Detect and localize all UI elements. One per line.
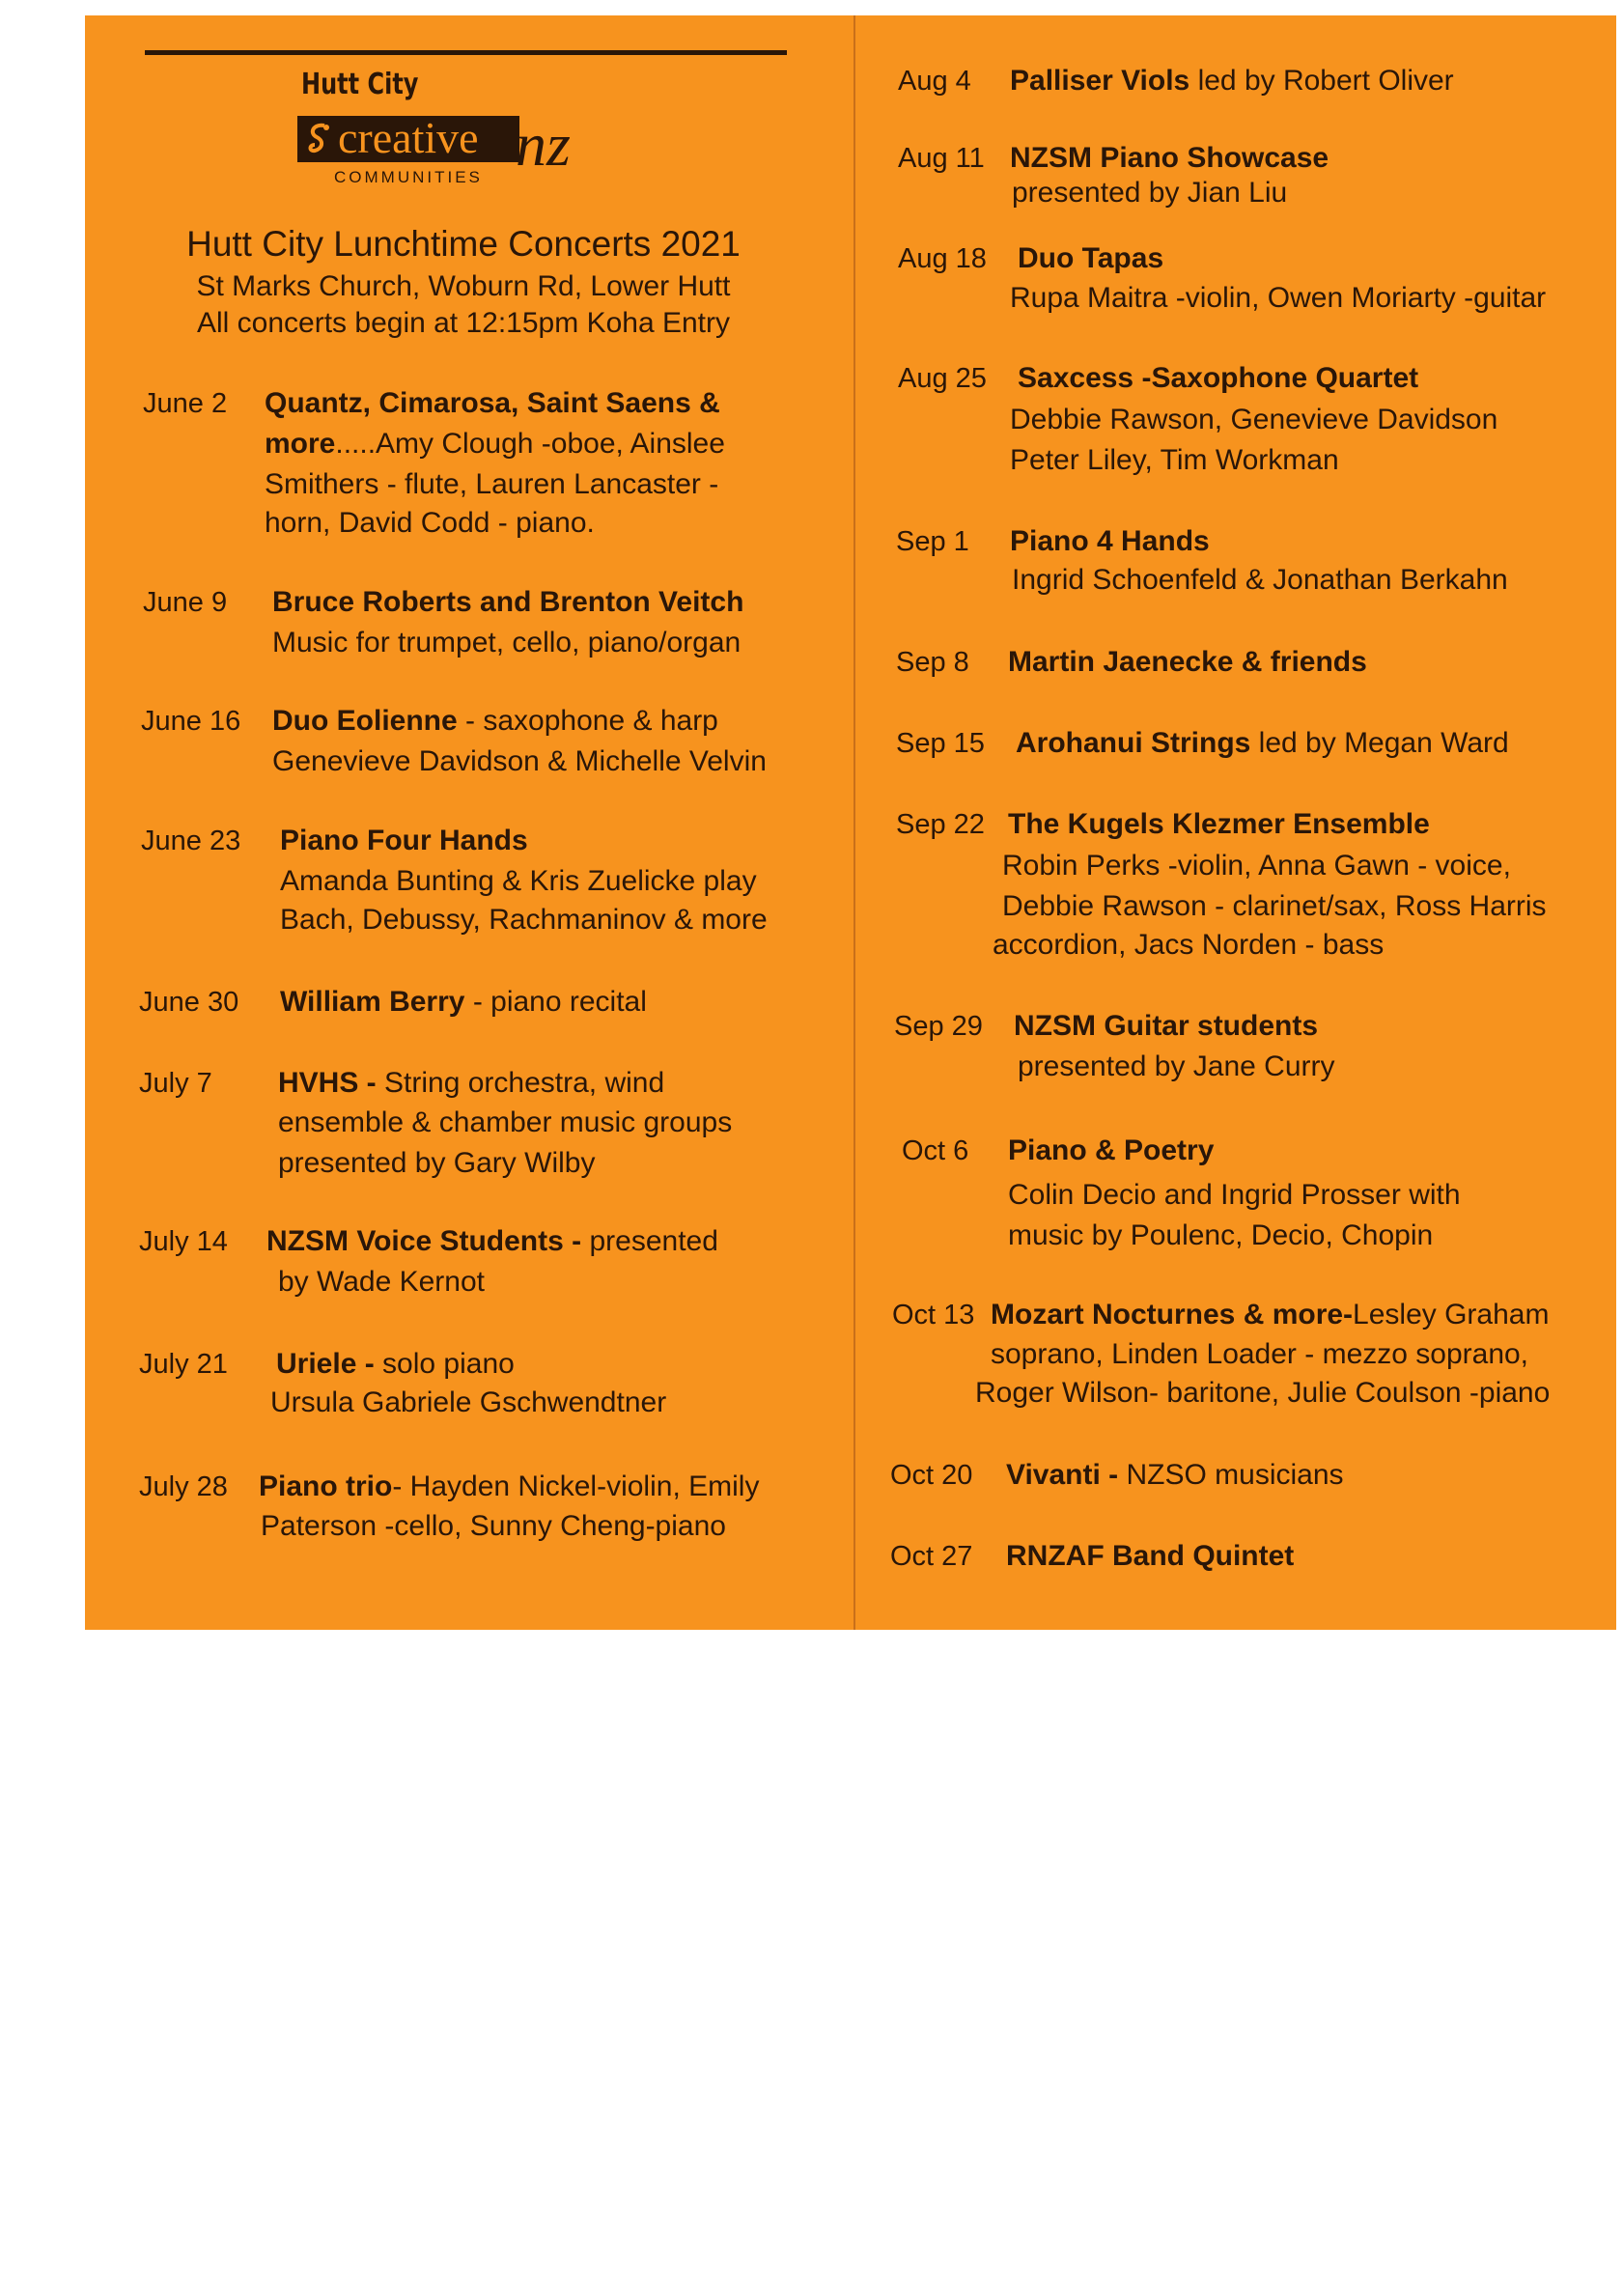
concert-desc: by Wade Kernot bbox=[278, 1266, 485, 1298]
concert-title: Bruce Roberts and Brenton Veitch bbox=[272, 586, 744, 618]
concert-desc: presented by Jane Curry bbox=[1018, 1050, 1335, 1082]
logo-suffix: nz bbox=[516, 110, 571, 179]
concert-date: June 9 bbox=[143, 587, 228, 618]
concert-date: June 2 bbox=[143, 388, 228, 419]
concert-line bbox=[1006, 1459, 1344, 1492]
concert-title: Arohanui Strings bbox=[1016, 727, 1251, 759]
page-title: Hutt City Lunchtime Concerts 2021 bbox=[186, 224, 741, 264]
logo-city: Hutt City bbox=[301, 68, 419, 101]
concert-desc: Ursula Gabriele Gschwendtner bbox=[270, 1386, 667, 1418]
concert-title: RNZAF Band Quintet bbox=[1006, 1540, 1295, 1572]
concert-date: Oct 27 bbox=[890, 1541, 973, 1572]
concert-title-cont: more bbox=[265, 428, 336, 460]
concert-desc: led by Robert Oliver bbox=[1189, 65, 1454, 97]
venue-line: St Marks Church, Woburn Rd, Lower Hutt bbox=[196, 270, 731, 302]
concert-desc: Genevieve Davidson & Michelle Velvin bbox=[272, 745, 767, 777]
concert-line bbox=[1016, 727, 1509, 760]
time-line: All concerts begin at 12:15pm Koha Entry bbox=[197, 307, 730, 339]
concert-desc: solo piano bbox=[382, 1348, 515, 1380]
concert-title: Mozart Nocturnes & more- bbox=[991, 1299, 1354, 1330]
concert-date: Aug 25 bbox=[898, 363, 987, 394]
concert-desc: NZSO musicians bbox=[1126, 1459, 1344, 1491]
concert-date: Sep 29 bbox=[894, 1011, 983, 1042]
concert-date: June 16 bbox=[141, 706, 241, 737]
concert-date: Oct 20 bbox=[890, 1460, 973, 1491]
concert-title: Vivanti - bbox=[1006, 1459, 1127, 1491]
concert-date: June 23 bbox=[141, 826, 241, 856]
concert-desc: Peter Liley, Tim Workman bbox=[1010, 444, 1339, 476]
concert-desc: Debbie Rawson, Genevieve Davidson bbox=[1010, 404, 1498, 435]
concert-date: July 14 bbox=[139, 1226, 228, 1257]
concert-line bbox=[991, 1299, 1549, 1331]
concert-desc: String orchestra, wind bbox=[384, 1067, 665, 1099]
concert-desc: Colin Decio and Ingrid Prosser with bbox=[1008, 1179, 1461, 1211]
concert-line bbox=[266, 1225, 718, 1258]
concert-title: Palliser Viols bbox=[1010, 65, 1190, 97]
concert-date: July 21 bbox=[139, 1349, 228, 1380]
concert-desc: Paterson -cello, Sunny Cheng-piano bbox=[261, 1510, 726, 1542]
concert-date: Aug 18 bbox=[898, 243, 987, 274]
concert-date: Sep 15 bbox=[896, 728, 985, 759]
concert-title: Piano Four Hands bbox=[280, 825, 528, 856]
concert-line bbox=[1010, 65, 1454, 98]
concert-title: Duo Tapas bbox=[1018, 242, 1164, 274]
concert-title: Piano 4 Hands bbox=[1010, 525, 1210, 557]
concert-desc: Music for trumpet, cello, piano/organ bbox=[272, 627, 742, 658]
concert-date: Sep 22 bbox=[896, 809, 985, 840]
concert-desc: - saxophone & harp bbox=[457, 705, 718, 737]
concert-desc: accordion, Jacs Norden - bass bbox=[993, 929, 1385, 961]
concert-title: Uriele - bbox=[276, 1348, 383, 1380]
concert-desc: Lesley Graham bbox=[1353, 1299, 1550, 1330]
koru-swirl-icon bbox=[303, 120, 334, 158]
concert-desc: Robin Perks -violin, Anna Gawn - voice, bbox=[1002, 850, 1511, 882]
concert-desc: presented by Jian Liu bbox=[1012, 177, 1288, 209]
concert-title: Duo Eolienne bbox=[272, 705, 458, 737]
concert-desc: - Hayden Nickel-violin, Emily bbox=[392, 1470, 760, 1502]
concert-title: HVHS - bbox=[278, 1067, 385, 1099]
concert-desc: Ingrid Schoenfeld & Jonathan Berkahn bbox=[1012, 564, 1508, 596]
concert-title: NZSM Piano Showcase bbox=[1010, 142, 1329, 174]
concert-date: Sep 1 bbox=[896, 526, 969, 557]
concert-line bbox=[276, 1348, 515, 1381]
concert-desc: .....Amy Clough -oboe, Ainslee bbox=[335, 428, 725, 460]
concert-title: Saxcess -Saxophone Quartet bbox=[1018, 362, 1419, 394]
concert-date: June 30 bbox=[139, 987, 239, 1018]
concert-title: Piano trio bbox=[259, 1470, 393, 1502]
concert-title: William Berry bbox=[280, 986, 465, 1018]
concert-line bbox=[272, 705, 718, 738]
logo-brand: creative bbox=[338, 113, 479, 162]
concert-desc: soprano, Linden Loader - mezzo soprano, bbox=[991, 1338, 1529, 1370]
concert-date: Aug 11 bbox=[898, 143, 985, 174]
concert-title: Piano & Poetry bbox=[1008, 1134, 1215, 1166]
logo-sub: COMMUNITIES bbox=[334, 168, 483, 186]
concert-desc: Rupa Maitra -violin, Owen Moriarty -guitar bbox=[1010, 282, 1547, 314]
concert-title: Quantz, Cimarosa, Saint Saens & bbox=[265, 387, 720, 419]
concert-desc: presented by Gary Wilby bbox=[278, 1147, 596, 1179]
concert-desc: Roger Wilson- baritone, Julie Coulson -piano bbox=[975, 1377, 1551, 1409]
top-rule bbox=[145, 50, 787, 55]
concert-title: Martin Jaenecke & friends bbox=[1008, 646, 1367, 678]
concert-date: Sep 8 bbox=[896, 647, 969, 678]
concert-line bbox=[265, 428, 725, 461]
concert-desc: music by Poulenc, Decio, Chopin bbox=[1008, 1219, 1434, 1251]
concert-desc: - piano recital bbox=[464, 986, 647, 1018]
concert-desc: Smithers - flute, Lauren Lancaster - bbox=[265, 468, 719, 500]
concert-date: Oct 13 bbox=[892, 1300, 975, 1330]
concert-desc: presented bbox=[589, 1225, 718, 1257]
concert-date: Aug 4 bbox=[898, 66, 971, 97]
concert-desc: Bach, Debussy, Rachmaninov & more bbox=[280, 904, 768, 936]
concert-date: Oct 6 bbox=[902, 1135, 969, 1166]
concert-title: NZSM Voice Students - bbox=[266, 1225, 590, 1257]
logo-brand-box bbox=[297, 113, 519, 162]
concert-date: July 7 bbox=[139, 1068, 212, 1099]
concert-desc: Amanda Bunting & Kris Zuelicke play bbox=[280, 865, 757, 897]
concert-title: NZSM Guitar students bbox=[1014, 1010, 1319, 1042]
concert-title: The Kugels Klezmer Ensemble bbox=[1008, 808, 1430, 840]
concert-date: July 28 bbox=[139, 1471, 228, 1502]
concert-desc: ensemble & chamber music groups bbox=[278, 1106, 733, 1138]
concert-line bbox=[259, 1470, 759, 1503]
concert-line bbox=[280, 986, 647, 1019]
fold-line bbox=[853, 15, 855, 1630]
concert-line bbox=[278, 1067, 664, 1100]
concert-desc: led by Megan Ward bbox=[1250, 727, 1509, 759]
concert-desc: horn, David Codd - piano. bbox=[265, 507, 595, 539]
concert-desc: Debbie Rawson - clarinet/sax, Ross Harris bbox=[1002, 890, 1547, 922]
creative-nz-logo bbox=[297, 68, 645, 193]
